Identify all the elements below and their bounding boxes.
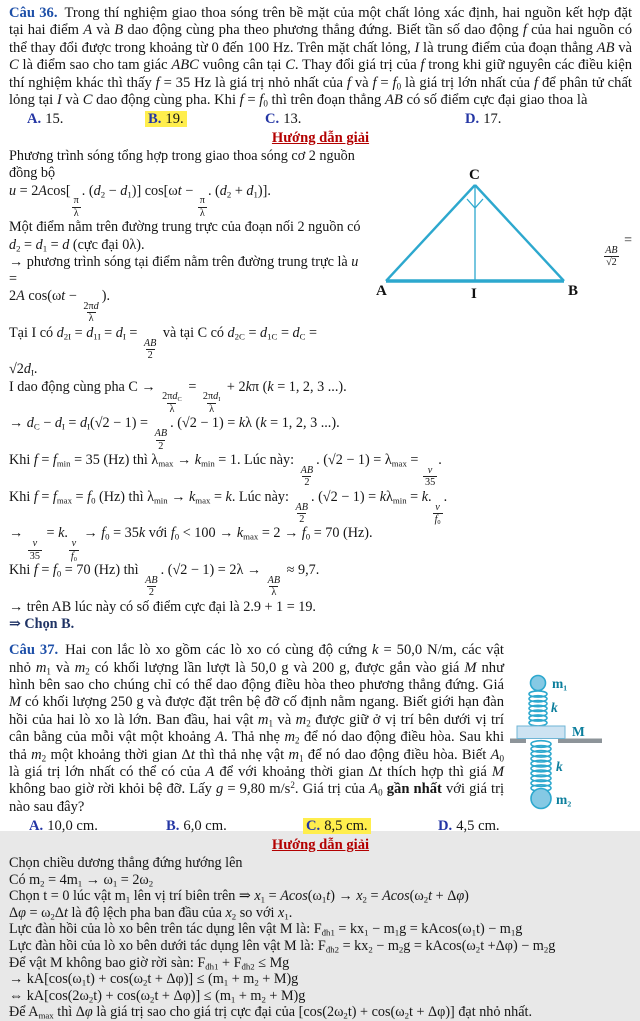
solution-line: Chọn chiều dương thẳng đứng hướng lên	[9, 855, 243, 871]
solution-line: $\Delta\varphi = \omega_2\Delta t$ là độ lệch pha ban đầu của $x_2$ so với $x_1$.	[9, 904, 293, 922]
q37-text: Hai con lắc lò xo gồm các lò xo có cùng độ cứng k = 50,0 N/m, các vật nhỏ $m_1$ và $m_2$ có khối lượng lần lượt là 50,0 g và 200 g, được gắn vào giá M như hình bên sao cho chúng chỉ có thể dao động điều hòa theo phương thẳng đứng. Giá M có khối lượng 250 g và được đặt trên bệ đỡ cố định nằm ngang. Biết giới hạn đàn hồi của hai lò xo là lớn. Ban đầu, hai vật $m_1$ và $m_2$ được giữ ở vị trí bên dưới vị trí cân bằng của mỗi vật một khoảng A. Thả nhẹ $m_2$ để nó dao động điều hòa. Sau khi thả $m_2$ một khoảng thời gian Δt thì thả nhẹ vật $m_1$ để nó dao động điều hòa. Biết $A_0$ là giá trị lớn nhất có thể có của A để với khoảng thời gian Δt thích hợp thì giá M không bao giờ rời khỏi bệ đỡ. Lấy g = 9,80 $m/s^2$. Giá trị của $A_0$ gần nhất với giá trị nào sau đây?	[9, 642, 505, 815]
q37-option-a	[29, 818, 166, 835]
option-letter: C.	[306, 818, 321, 835]
label-m1: m₁	[552, 676, 568, 692]
q36-option-d	[465, 111, 632, 128]
midpoint-label-i: I	[471, 286, 477, 303]
solution-line: Lực đàn hồi của lò xo bên trên tác dụng lên vật M là: $F_{đh1} = kx_1 - m_1g = kAcos(\omega_1t) - m_1g$	[9, 921, 523, 939]
option-letter: D.	[438, 818, 453, 835]
option-letter: B.	[148, 111, 162, 128]
solution-line: → trên AB lúc này có số điểm cực đại là 2.9 + 1 = 19.	[9, 598, 316, 615]
q37-option-b	[166, 818, 303, 835]
solution-line: Để vật M không bao giờ rời sàn: $F_{đh1} + F_{đh2} \le Mg$	[9, 954, 290, 972]
q37-spring-figure	[510, 652, 632, 812]
solution-line: Có $m_2 = 4m_1 \to \omega_1 = 2\omega_2$	[9, 871, 154, 889]
solution-line: ⇔ $kA[\cos(2\omega_2t) + \cos(\omega_2t + \Delta\varphi)] \le (m_1 + m_2 + M)g$	[9, 987, 306, 1005]
solution-line: Chọn t = 0 lúc vật $m_1$ lên vị trí biên trên ⇒ $x_1 = Acos(\omega_1t) \to x_2 = Acos(\omega_2t + \Delta\varphi)$	[9, 888, 469, 905]
q36-option-c	[265, 111, 465, 128]
option-text: 6,0 cm.	[183, 818, 227, 835]
q36-label: Câu 36.	[9, 5, 58, 21]
solution-line: Để $A_{max}$ thì Δφ là giá trị sao cho giá trị cực đại của $[\cos(2\omega_2t) + \cos(\omega_2t + \Delta\varphi)]$ đạt nhỏ nhất.	[9, 1004, 533, 1021]
solution-line: u = 2Acos[ $\frac{\pi}{\lambda}$ . $(d_2 - d_1)$] cos[ωt − $\frac{\pi}{\lambda}$ . $(d_2 + d_1)$].	[9, 182, 271, 219]
label-k-upper: k	[551, 700, 558, 716]
option-text: 8,5 cm.	[324, 818, 368, 835]
option-text: 13.	[283, 111, 302, 128]
triangle-side-ac	[386, 185, 475, 281]
option-letter: B.	[166, 818, 180, 835]
option-text: 15.	[45, 111, 64, 128]
solution-line: Khi $f = f_{min} = 35$ (Hz) thì $\lambda_{max} \to k_{min} = 1$. Lúc này: $\frac{AB}{2}$ . $(√2 - 1) = \lambda_{max}$ = $\frac{v}{35}$ .	[9, 452, 442, 489]
support-bar-left	[510, 739, 526, 744]
option-text: 4,5 cm.	[456, 818, 500, 835]
triangle-side-bc	[475, 185, 564, 281]
q36-paragraph	[9, 5, 632, 109]
solution-line: I dao động cùng pha C → $2\pi d_C$ λ = $2\pi d_I$ λ + 2kπ (k = 1, 2, 3 ...).	[9, 378, 347, 415]
lower-spring	[531, 741, 551, 792]
q36-options	[9, 111, 632, 128]
solution-line: Tại I có $d_{2I} = d_{1I} = d_I$ = $\frac{AB}{2}$ và tại C có $d_{2C} = d_{1C} = d_C$ =	[9, 324, 318, 362]
q37-guide-heading: Hướng dẫn giải	[271, 836, 370, 853]
q36-option-b	[145, 111, 265, 128]
solution-line: → $kA[\cos(\omega_1t) + \cos(\omega_2t + \Delta\varphi)] \le (m_1 + m_2 + M)g$	[9, 971, 299, 988]
q36-triangle-figure	[376, 164, 632, 306]
mass-m1-ball	[531, 676, 546, 691]
solution-line: $√2d_I$.	[9, 361, 38, 379]
option-text: 17.	[483, 111, 502, 128]
q36-text: Trong thí nghiệm giao thoa sóng trên bề mặt của một chất lỏng xác định, hai nguồn kết hợp đặt tại hai điểm A và B dao động cùng pha theo phương thẳng đứng. Biết tần số dao động f của hai nguồn có thể thay đổi được trong khoảng từ 0 đến 100 Hz. Trên mặt chất lỏng, I là trung điểm của đoạn thẳng AB và C là điểm sao cho tam giác ABC vuông cân tại C. Thay đổi giá trị của f trong khi giữ nguyên các điều kiện thí nghiệm khác thì thấy f = 35 Hz là giá trị nhỏ nhất của f và $f = f_0$ là giá trị lớn nhất của f để phân tử chất lỏng tại I và C dao động cùng pha. Khi $f = f_0$ thì trên đoạn thẳng AB có số điểm cực đại giao thoa là	[9, 5, 633, 109]
q36-guide-heading: Hướng dẫn giải	[271, 129, 370, 146]
option-letter: A.	[29, 818, 44, 835]
mass-m2-ball	[531, 789, 551, 809]
label-m-platform: M	[572, 724, 585, 740]
q37-option-c	[303, 818, 438, 835]
label-k-lower: k	[556, 759, 563, 775]
solution-line: Lực đàn hồi của lò xo bên dưới tác dụng lên vật M là: $F_{đh2} = kx_2 - m_2g = kAcos(\omega_2t +\Delta\varphi) - m_2g$	[9, 937, 556, 955]
option-letter: A.	[27, 111, 42, 128]
option-text: 19.	[165, 111, 184, 128]
question-37	[9, 642, 632, 816]
solution-line: Một điểm nằm trên đường trung trực của đoạn nối 2 nguồn có	[9, 219, 361, 236]
q37-options	[9, 818, 632, 835]
spring-mass-diagram	[510, 652, 632, 812]
vertex-label-a: A	[376, 283, 387, 300]
q37-option-d	[438, 818, 632, 835]
solution-line: Khi $f = f_0 = 70$ (Hz) thì $\frac{AB}{2}$ . (√2 − 1) = 2λ → $\frac{AB}{\lambda}$ ≈ 9,7.	[9, 562, 320, 599]
option-text: 10,0 cm.	[47, 818, 98, 835]
q36-solution	[9, 148, 632, 633]
q37-solution	[9, 855, 632, 1021]
solution-line: → $d_C - d_I = d_I(√2 - 1)$ = $\frac{AB}{2}$ . (√2 − 1) = kλ (k = 1, 2, 3 ...).	[9, 415, 340, 452]
solution-line: Khi $f = f_{max} = f_0$ (Hz) thì $\lambda_{min} \to k_{max} = k$. Lúc này: $\frac{AB}{2}$ . $(√2 - 1) = k\lambda_{min} = k$. $\frac{v}{f_0}$ .	[9, 488, 448, 526]
q36-option-a	[27, 111, 145, 128]
option-letter: D.	[465, 111, 480, 128]
chosen-answer: ⇒ Chọn B.	[9, 615, 75, 632]
label-m2: m₂	[556, 792, 572, 808]
support-bar-right	[558, 739, 602, 744]
upper-spring	[529, 691, 547, 726]
solution-line: Phương trình sóng tổng hợp trong giao thoa sóng cơ 2 nguồn đồng bộ	[9, 148, 355, 182]
side-formula: $\frac{AB}{√2}$ =	[605, 233, 632, 269]
vertex-label-b: B	[568, 283, 579, 300]
q37-label: Câu 37.	[9, 642, 59, 659]
triangle-diagram	[376, 164, 632, 306]
solution-line: → $\frac{v}{35}$ = k. $\frac{v}{f_0}$ → $f_0 = 35k$ với $f_0 < 100 \to k_{max} = 2 \to f_0 = 70$ (Hz).	[9, 525, 373, 563]
platform-m	[517, 726, 565, 739]
solution-line: $d_2 = d_1 = d$ (cực đại 0λ).	[9, 236, 145, 254]
solution-line: → phương trình sóng tại điểm nằm trên đường trung trực là u =	[9, 253, 359, 287]
vertex-label-c: C	[469, 167, 480, 184]
option-letter: C.	[265, 111, 280, 128]
solution-line: 2A cos(ωt − $\frac{2\pi d}{\lambda}$ ).	[9, 288, 111, 325]
